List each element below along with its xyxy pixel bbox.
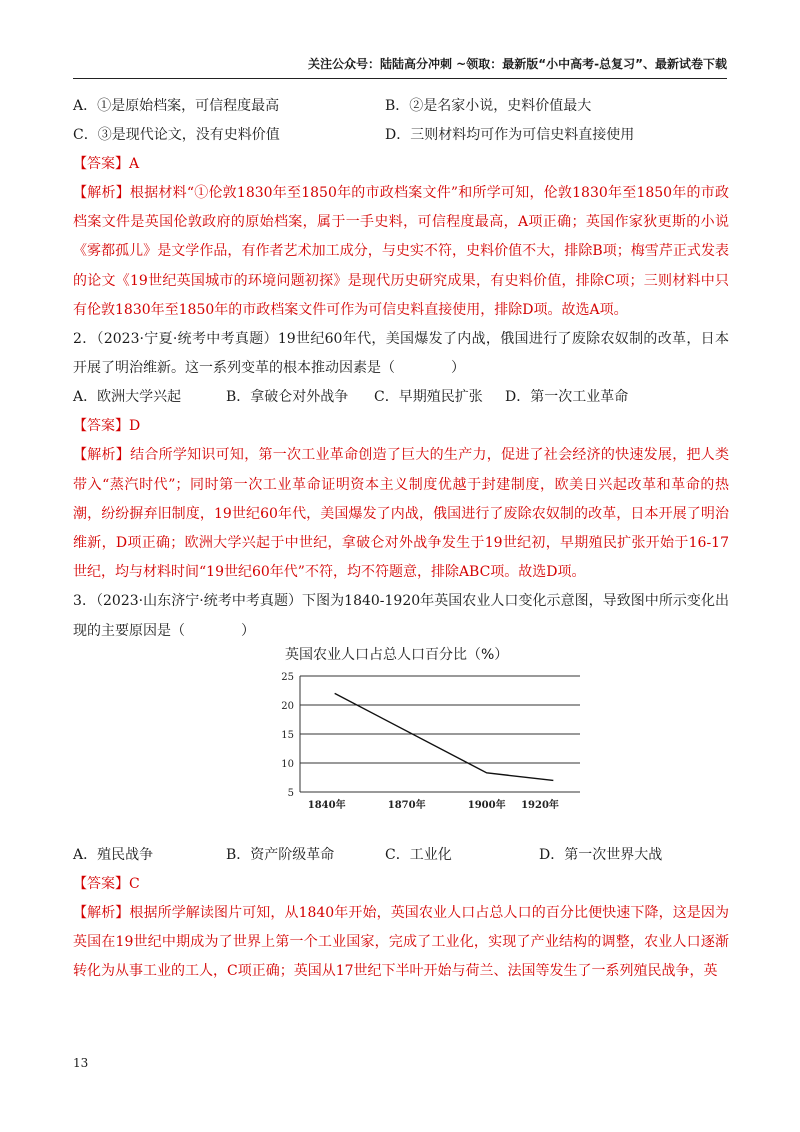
q2-analysis: 【解析】结合所学知识可知，第一次工业革命创造了巨大的生产力，促进了社会经济的快速发展，把人类带入“蒸汽时代”；同时第一次工业革命证明资本主义制度优越于封建制度，欧美日兴起改革和革命的热潮，纷纷摒弃旧制度，19世纪60年代，美国爆发了内战，俄国进行了废除农奴制的改革，日本开展了明治维新，D项正确；欧洲大学兴起于中世纪，拿破仑对外战争发生于19世纪初，早期殖民扩张开始于16-17世纪，均与材料时间“19世纪60年代”不符，均不符题意，排除ABC项。故选D项。 bbox=[73, 447, 729, 581]
y-tick-label: 25 bbox=[281, 671, 294, 683]
y-tick-label: 20 bbox=[281, 700, 294, 712]
q3-chart bbox=[73, 646, 729, 841]
q2-option-c: C．早期殖民扩张 bbox=[374, 389, 483, 406]
q3-analysis: 【解析】根据所学解读图片可知，从1840年开始，英国农业人口占总人口的百分比便快速下降，这是因为英国在19世纪中期成为了世界上第一个工业国家，完成了工业化，实现了产业结构的调整，农业人口逐渐转化为从事工业的工人，C项正确；英国从17世纪下半叶开始与荷兰、法国等发生了一系列殖民战争，英 bbox=[73, 904, 729, 980]
page-content bbox=[73, 92, 729, 986]
q3-options-row bbox=[73, 841, 729, 870]
q3-option-a: A．殖民战争 bbox=[73, 846, 154, 863]
y-tick-label: 5 bbox=[287, 787, 294, 799]
chart-title: 英国农业人口占总人口百分比（%） bbox=[285, 646, 509, 663]
q1-option-b: B．②是名家小说，史料价值最大 bbox=[385, 98, 592, 114]
x-tick-label: 1900年 bbox=[467, 799, 506, 811]
q3-option-b: B．资产阶级革命 bbox=[226, 846, 335, 863]
q1-option-c: C．③是现代论文，没有史料价值 bbox=[73, 127, 280, 143]
chart-svg bbox=[268, 666, 588, 836]
q3-answer: 【答案】C bbox=[73, 875, 140, 892]
q3-option-c: C．工业化 bbox=[385, 846, 452, 863]
q2-option-a: A．欧洲大学兴起 bbox=[73, 389, 182, 406]
x-tick-label: 1870年 bbox=[387, 799, 426, 811]
q2-stem: 2．（2023·宁夏·统考中考真题）19世纪60年代，美国爆发了内战，俄国进行了废除农奴制的改革，日本开展了明治维新。这一系列变革的根本推动因素是（ ） bbox=[73, 331, 729, 377]
q2-answer: 【答案】D bbox=[73, 418, 141, 435]
q1-option-d: D．三则材料均可作为可信史料直接使用 bbox=[385, 127, 635, 143]
q2-options-row bbox=[73, 383, 729, 412]
q1-options-row-2 bbox=[73, 121, 729, 150]
q1-option-a: A．①是原始档案，可信程度最高 bbox=[73, 98, 280, 114]
q2-option-d: D．第一次工业革命 bbox=[505, 389, 629, 406]
q3-option-d: D．第一次世界大战 bbox=[539, 846, 663, 863]
q3-stem: 3．（2023·山东济宁·统考中考真题）下图为1840-1920年英国农业人口变化示意图，导致图中所示变化出现的主要原因是（ ） bbox=[73, 593, 729, 639]
q1-analysis: 【解析】根据材料“①伦敦1830年至1850年的市政档案文件”和所学可知，伦敦1830年至1850年的市政档案文件是英国伦敦政府的原始档案，属于一手史料，可信程度最高，A项正确；英国作家狄更斯的小说《雾都孤儿》是文学作品，有作者艺术加工成分，与史实不符，史料价值不大，排除B项；梅雪芹正式发表的论文《19世纪英国城市的环境问题初探》是现代历史研究成果，有史料价值，排除C项；三则材料中只有伦敦1830年至1850年的市政档案文件可作为可信史料直接使用，排除D项。故选A项。 bbox=[73, 185, 729, 318]
page-number: 13 bbox=[73, 1056, 89, 1070]
header-text: 关注公众号：陆陆高分冲刺 ~领取：最新版“小中高考-总复习”、最新试卷下载 bbox=[308, 57, 727, 71]
x-tick-label: 1840年 bbox=[307, 799, 346, 811]
y-tick-label: 15 bbox=[281, 729, 294, 741]
y-tick-label: 10 bbox=[281, 758, 294, 770]
q2-option-b: B．拿破仑对外战争 bbox=[226, 389, 349, 406]
q1-answer: 【答案】A bbox=[73, 156, 140, 172]
q1-options-row-1 bbox=[73, 92, 729, 121]
x-tick-label: 1920年 bbox=[521, 799, 559, 811]
page-header bbox=[73, 55, 727, 79]
series-line-0 bbox=[335, 693, 554, 780]
